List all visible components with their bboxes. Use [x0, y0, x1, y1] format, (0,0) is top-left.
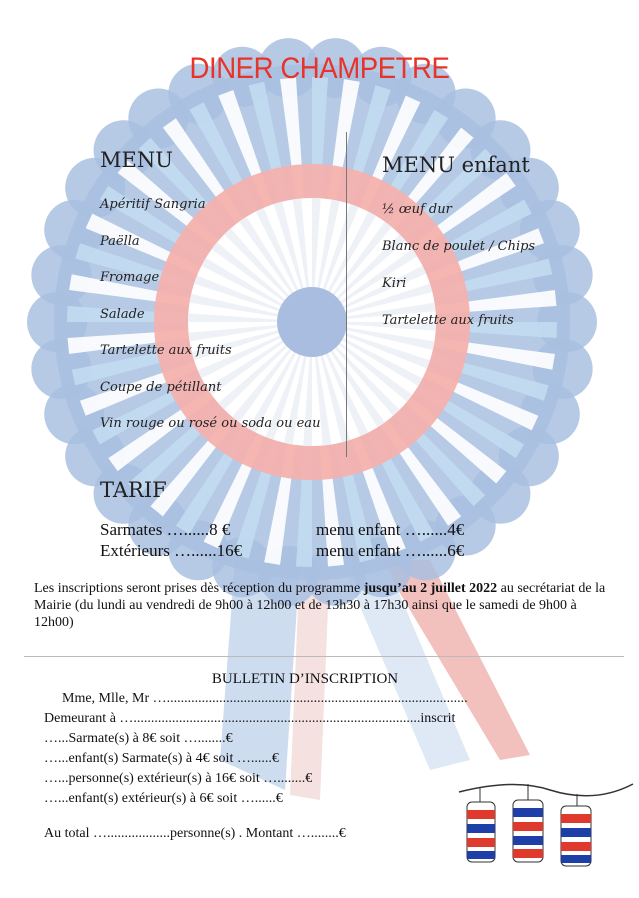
lantern-middle	[513, 784, 543, 862]
menu-item: Coupe de pétillant	[100, 379, 222, 395]
menu-item: Fromage	[100, 270, 160, 285]
section-separator	[24, 656, 624, 657]
menu-heading: MENU	[100, 148, 173, 172]
form-line-adresse: Demeurant à …..................................................................................inscrit	[44, 711, 456, 726]
menu-enfant-heading: MENU enfant	[382, 153, 530, 177]
menu-item: Salade	[100, 306, 145, 322]
tarif-heading: TARIF	[100, 478, 167, 502]
menu-item: Vin rouge ou rosé ou soda ou eau	[100, 416, 321, 431]
form-line-enfants-sarmates: …...enfant(s) Sarmate(s) à 4€ soit …......€	[44, 751, 279, 766]
notice-text-end: au secrétariat de la Mairie (du lundi au vendredi de 9h00 à 12h00 et de 13h30 à 17h30 ainsi que le samedi de 9h00 à 12h00)	[34, 581, 606, 630]
form-line-total: Au total …..................personne(s) . Montant …........€	[44, 826, 346, 841]
page-title: DINER CHAMPETRE	[189, 52, 450, 85]
tarif-row-exterieurs: Extérieurs …......16€	[100, 541, 243, 560]
menu-enfant-item: Kiri	[382, 276, 407, 291]
form-line-nom: Mme, Mlle, Mr …......................................................................................	[62, 691, 468, 706]
form-line-enfants-exterieurs: …...enfant(s) extérieur(s) à 6€ soit …......€	[44, 791, 283, 806]
tarif-row-sarmates: Sarmates …......8 €	[100, 520, 231, 539]
menu-item: Paëlla	[100, 233, 140, 249]
notice-deadline: jusqu’au 2 juillet 2022	[363, 581, 498, 596]
form-line-sarmates: …...Sarmate(s) à 8€ soit …........€	[44, 731, 233, 746]
menu-enfant-item: Tartelette aux fruits	[382, 313, 514, 328]
menu-enfant-item: ½ œuf dur	[382, 202, 452, 217]
menu-item: Tartelette aux fruits	[100, 343, 232, 358]
column-divider	[346, 132, 347, 457]
menu-item: Apéritif Sangria	[100, 197, 206, 212]
inscription-notice	[34, 580, 614, 631]
rosette-center	[277, 287, 347, 357]
bulletin-title: BULLETIN D’INSCRIPTION	[211, 671, 399, 687]
menu-enfant-item: Blanc de poulet / Chips	[382, 239, 536, 254]
tarif-row-enfant-sarmates: menu enfant …......4€	[316, 520, 465, 539]
lantern-left	[467, 788, 495, 862]
tarif-row-enfant-exterieurs: menu enfant …......6€	[316, 541, 465, 560]
lantern-right	[561, 794, 591, 866]
form-line-exterieurs: …...personne(s) extérieur(s) à 16€ soit …........€	[44, 771, 313, 786]
lanterns-illustration	[455, 776, 635, 886]
notice-text-start: Les inscriptions seront prises dès réception du programme	[34, 581, 364, 596]
